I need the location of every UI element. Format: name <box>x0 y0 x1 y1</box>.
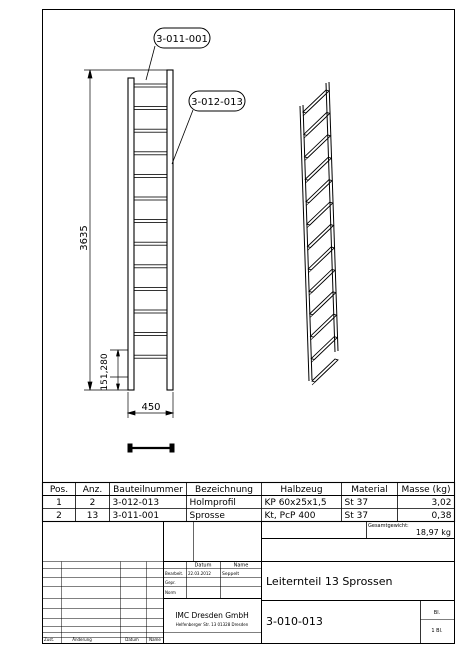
parts-list-header: Halbzeug <box>280 485 323 495</box>
ladder-rung <box>134 84 167 87</box>
parts-list-cell: Sprosse <box>189 511 225 521</box>
ladder-rung <box>134 355 167 358</box>
ladder-iso-rung <box>303 90 329 113</box>
parts-list-cell: KP 60x25x1,5 <box>264 498 327 508</box>
bottom-offset-label: 151,280 <box>100 353 110 391</box>
parts-list-header: Anz. <box>82 485 103 495</box>
ladder-rung <box>134 242 167 245</box>
ladder-iso-rung-edge <box>306 184 329 206</box>
ladder-iso-rung <box>308 247 334 270</box>
bottom-offset-dimension <box>110 350 128 390</box>
ladder-iso-rung-edge <box>310 296 333 318</box>
sheet-total: 1 Bl. <box>431 628 443 634</box>
title-block-text <box>44 523 451 642</box>
ladder-iso-rung-edge <box>311 318 334 340</box>
callout-part-a <box>146 28 210 80</box>
row-norm-label: Norm <box>165 590 176 595</box>
ladder-rung <box>134 287 167 290</box>
company-address: Helfenberger Str. 13 01328 Dresden <box>175 622 249 627</box>
callout-part-b <box>172 91 245 164</box>
ladder-rung <box>134 174 167 177</box>
parts-list-cell: Holmprofil <box>189 498 236 508</box>
parts-list-cell: 1 <box>56 498 62 508</box>
parts-list-cell: 13 <box>86 511 99 521</box>
ladder-iso-rung <box>308 225 334 248</box>
parts-list-cell: 0,38 <box>431 511 452 521</box>
ladder-iso-rung-edge <box>309 273 332 295</box>
ladder-iso-rung-edge <box>305 139 328 161</box>
ladder-iso-rung <box>304 112 330 135</box>
sheet-border <box>43 10 455 644</box>
ladder-iso-rung-edge <box>307 206 330 228</box>
parts-list-cell: 3-012-013 <box>112 498 160 508</box>
ladder-iso-rung <box>312 359 338 382</box>
ladder-iso-rung-edge <box>304 116 327 138</box>
rev-zust-label: Zust. <box>44 637 55 642</box>
title-block <box>43 522 455 644</box>
ladder-right-rail <box>167 70 173 390</box>
ladder-iso-rung <box>305 135 331 158</box>
parts-list-text <box>50 485 452 521</box>
ladder-rung <box>134 107 167 110</box>
ladder-rung <box>134 152 167 155</box>
callout-part-b-label: 3-012-013 <box>191 97 243 108</box>
drawing-number: 3-010-013 <box>266 615 323 628</box>
ladder-iso-rung-edge <box>303 94 326 116</box>
parts-list-cell: Kt, PcP 400 <box>264 511 316 521</box>
drawn-name: Seppelt <box>222 572 240 577</box>
ladder-iso-rung-edge <box>312 363 335 385</box>
drawn-date: 22.03.2012 <box>188 571 211 576</box>
drawing-title: Leiternteil 13 Sprossen <box>266 575 393 588</box>
ladder-iso-rung <box>306 180 332 203</box>
ladder-iso-rung-edge <box>311 341 334 363</box>
rev-name-label: Name <box>149 637 161 642</box>
parts-list-cell: St 37 <box>344 511 369 521</box>
ladder-front-view <box>128 70 173 390</box>
ladder-iso-rung <box>311 337 337 360</box>
row-checked-label: Gepr. <box>165 580 176 585</box>
ladder-rung <box>134 129 167 132</box>
ladder-iso-rung-edge <box>308 229 331 251</box>
total-mass-label: Gesamtgewicht: <box>368 523 409 529</box>
ladder-iso-rung <box>311 314 337 337</box>
ladder-rungs <box>134 84 167 358</box>
ladder-isometric-view <box>300 82 338 385</box>
callout-part-a-label: 3-011-001 <box>156 34 208 45</box>
ladder-rung <box>134 310 167 313</box>
parts-list-cell: 3,02 <box>431 498 452 508</box>
rev-change-label: Änderung <box>72 637 92 642</box>
ladder-iso-rung-edge <box>308 251 331 273</box>
ladder-iso-rung-edge <box>305 161 328 183</box>
total-mass-value: 18,97 kg <box>415 528 451 537</box>
parts-list-cell: 2 <box>89 498 96 508</box>
parts-list-header: Pos. <box>49 485 69 495</box>
company-name: IMC Dresden GmbH <box>175 611 249 620</box>
sheet-label: Bl. <box>433 610 441 616</box>
parts-list-header: Material <box>351 485 388 495</box>
parts-list-header: Masse (kg) <box>401 485 451 495</box>
parts-list-header: Bezeichnung <box>195 485 253 495</box>
rev-date-label: Datum <box>125 637 139 642</box>
ladder-iso-rung <box>310 292 336 315</box>
width-dimension-label: 450 <box>141 402 161 413</box>
ladder-rung <box>134 265 167 268</box>
col-date-header: Datum <box>194 562 212 569</box>
parts-list-cell: 3-011-001 <box>112 511 160 521</box>
ladder-rung <box>134 333 167 336</box>
ladder-top-view <box>128 444 174 452</box>
height-dimension <box>84 70 168 390</box>
ladder-iso-rung <box>307 202 333 225</box>
parts-list-cell: 2 <box>56 511 62 521</box>
parts-list-cell: St 37 <box>344 498 369 508</box>
height-dimension-label: 3635 <box>79 225 90 251</box>
col-name-header: Name <box>233 562 249 569</box>
ladder-iso-rungs <box>303 90 338 385</box>
ladder-left-rail <box>128 78 134 390</box>
row-drawn-label: Bearbeit. <box>165 571 184 576</box>
ladder-iso-rung <box>305 157 331 180</box>
parts-list-header: Bauteilnummer <box>113 485 183 495</box>
ladder-iso-rung <box>309 269 335 292</box>
ladder-rung <box>134 197 167 200</box>
ladder-rung <box>134 220 167 223</box>
